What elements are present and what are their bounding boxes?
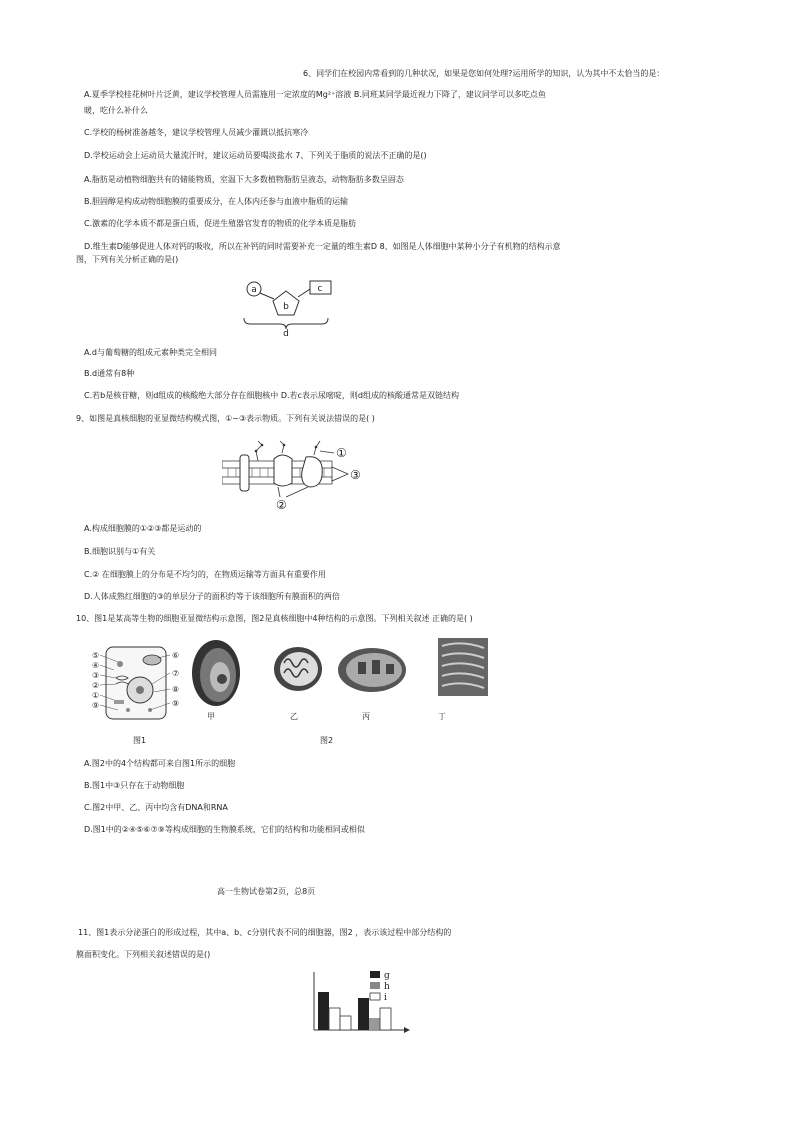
- q6-option-ab: A.夏季学校桂花树叶片泛黄，建议学校管理人员需施用一定浓度的Mg²⁺溶液 B.同班某同学最近视力下降了，建议同学可以多吃点鱼: [84, 90, 546, 99]
- cell-membrane-diagram: [222, 437, 368, 513]
- bar-h-2: [369, 1018, 380, 1030]
- q8-option-a: A.d与葡萄糖的组成元素种类完全相同: [84, 348, 217, 357]
- channel-protein: [240, 455, 249, 491]
- membrane-protein-right: [302, 457, 323, 487]
- legend-h: h: [384, 982, 390, 992]
- q10-stem: 10、图1是某高等生物的细胞亚显微结构示意图，图2是真核细胞中4种结构的示意图。下列相关叙述 正确的是( ): [76, 614, 473, 623]
- q8-stem-cont: 图，下列有关分析正确的是(): [76, 255, 179, 264]
- q7-option-b: B.胆固醇是构成动物细胞膜的重要成分，在人体内还参与血液中脂质的运输: [84, 197, 349, 206]
- q9-stem: 9、如图是真核细胞的亚显微结构模式图，①~③表示物质。下列有关说法错误的是( ): [76, 414, 375, 423]
- cell-label-9b: ⑨: [172, 699, 180, 708]
- q10-option-d: D.图1中的②④⑤⑥⑦⑨等构成细胞的生物膜系统，它们的结构和功能相同或相似: [84, 825, 365, 834]
- cell-label-7: ⑦: [172, 669, 180, 678]
- cell-label-5: ⑤: [92, 651, 100, 660]
- label-b: b: [283, 302, 289, 312]
- q8-option-cd: C.若b是核苷糖，则d组成的核酸绝大部分存在细胞核中 D.若c表示尿嘧啶，则d组成的核酸通常是双链结构: [84, 391, 460, 400]
- structure-ding-er: [438, 638, 488, 696]
- bar-i-1: [340, 1016, 351, 1030]
- marker-3: ③: [350, 468, 361, 482]
- marker-2: ②: [276, 498, 287, 512]
- q9-option-b: B.细胞识别与①有关: [84, 547, 156, 556]
- q6-stem: 6、同学们在校园内常看到的几种状况，如果是您如何处理?运用所学的知识，认为其中不太恰当的是：: [303, 69, 665, 78]
- legend-g: g: [384, 971, 390, 981]
- label-yi: 乙: [290, 712, 298, 721]
- q7-option-d-q8-stem: D.维生素D能够促进人体对钙的吸收，所以在补钙的同时需要补充一定量的维生素D 8、如图是人体细胞中某种小分子有机物的结构示意: [84, 242, 561, 251]
- label-c: c: [317, 284, 323, 294]
- label-d: d: [283, 329, 289, 336]
- bar-i-2: [380, 1008, 391, 1030]
- q9-option-d: D.人体成熟红细胞的③的单层分子的面积约等于该细胞所有膜面积的两倍: [84, 592, 340, 601]
- structure-jia-nucleus: [188, 637, 248, 709]
- cell-label-1: ①: [92, 691, 100, 700]
- label-jia: 甲: [207, 712, 215, 721]
- bar-g-2: [358, 998, 369, 1030]
- q7-option-a: A.脂肪是动植物细胞共有的储能物质，室温下大多数植物脂肪呈液态，动物脂肪多数呈固态: [84, 175, 404, 184]
- label-bing: 丙: [362, 712, 370, 721]
- legend-i: i: [384, 993, 387, 1003]
- q10-option-c: C.图2中甲、乙、丙中均含有DNA和RNA: [84, 803, 228, 812]
- cell-label-2: ②: [92, 681, 100, 690]
- brace: [244, 318, 328, 329]
- nucleotide-diagram: [238, 278, 338, 336]
- q10-option-a: A.图2中的4个结构都可来自图1所示的细胞: [84, 759, 236, 768]
- membrane-area-chart: [300, 968, 410, 1050]
- marker-1: ①: [336, 446, 347, 460]
- cell-label-8: ⑧: [172, 685, 180, 694]
- structure-bing-chloroplast: [334, 644, 408, 696]
- glycoprotein-chain: [280, 441, 284, 453]
- cell-label-4: ④: [92, 661, 100, 670]
- q7-option-c: C.激素的化学本质不都是蛋白质，促进生殖器官发育的物质的化学本质是脂肪: [84, 219, 357, 228]
- cell-label-9: ⑨: [92, 701, 100, 710]
- caption-fig1: 图1: [133, 736, 147, 745]
- animal-cell-diagram: [92, 644, 182, 722]
- q9-option-c: C.② 在细胞膜上的分布是不均匀的，在物质运输等方面具有重要作用: [84, 570, 326, 579]
- q11-stem-cont: 膜面积变化。下列相关叙述错误的是(): [76, 950, 211, 959]
- cell-label-3: ③: [92, 671, 100, 680]
- q6-option-c: C.学校的杨树准备越冬，建议学校管理人员减少灌溉以抵抗寒冷: [84, 128, 309, 137]
- label-ding: 丁: [438, 712, 446, 721]
- q6-option-d-q7-stem: D.学校运动会上运动员大量流汗时，建议运动员要喝淡盐水 7、下列关于脂质的说法不正确的是(): [84, 151, 427, 160]
- q9-option-a: A.构成细胞膜的①②③都是运动的: [84, 524, 202, 533]
- bar-h-1: [329, 1008, 340, 1030]
- q8-option-b: B.d通常有8种: [84, 369, 135, 378]
- q10-option-b: B.图1中③只存在于动物细胞: [84, 781, 185, 790]
- structure-yi-mitochondrion: [268, 643, 326, 693]
- q11-stem: 11、图1表示分泌蛋白的形成过程，其中a、b、c分别代表不同的细胞器，图2 ，表示该过程中部分结构的: [78, 928, 452, 937]
- q6-option-b-cont: 暖，吃什么补什么: [84, 106, 148, 115]
- page-footer: 高一生物试卷第2页，总8页: [217, 887, 316, 896]
- bar-g-1: [318, 992, 329, 1030]
- cell-label-6: ⑥: [172, 651, 180, 660]
- caption-fig2: 图2: [320, 736, 334, 745]
- membrane-protein-left: [274, 455, 292, 486]
- label-a: a: [251, 285, 257, 295]
